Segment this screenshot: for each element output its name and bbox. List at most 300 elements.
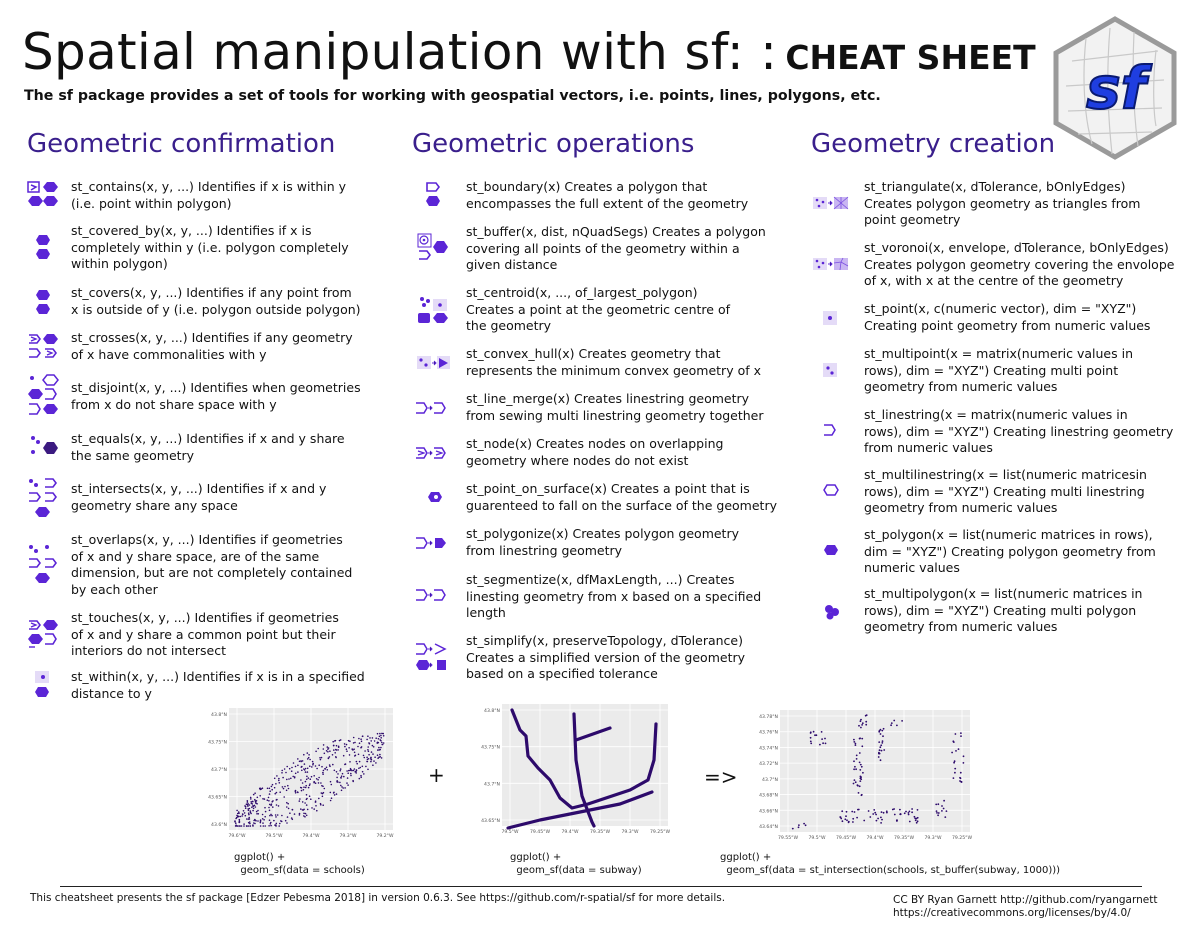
school-point <box>336 793 338 795</box>
school-point <box>359 778 361 780</box>
school-point <box>259 795 261 797</box>
intersect-point <box>944 816 946 818</box>
school-point <box>289 768 291 770</box>
school-point <box>281 772 283 774</box>
school-point <box>248 812 250 814</box>
title-cheat-sheet: CHEAT SHEET <box>785 38 1036 77</box>
st-disjoint-text: st_disjoint(x, y, ...) Identifies when geometries from x do not share space with y <box>71 380 361 412</box>
school-point <box>291 767 293 769</box>
triangulate-icon <box>813 196 849 210</box>
school-point <box>248 822 250 824</box>
segmentize-icon <box>415 589 449 603</box>
school-point <box>372 753 374 755</box>
y-tick-label: 43.68°N <box>759 793 778 799</box>
school-point <box>318 782 320 784</box>
school-point <box>356 763 358 765</box>
school-point <box>375 762 377 764</box>
school-point <box>336 771 338 773</box>
school-point <box>368 754 370 756</box>
st-equals-text: st_equals(x, y, ...) Identifies if x and y share the same geometry <box>71 431 345 463</box>
school-point <box>300 808 302 810</box>
convex-hull-icon <box>417 355 451 371</box>
school-point <box>343 776 345 778</box>
intersect-point <box>893 720 895 722</box>
school-point <box>271 789 273 791</box>
intersect-point <box>900 813 902 815</box>
school-point <box>304 763 306 765</box>
line-merge-icon <box>415 402 449 416</box>
y-tick-label: 43.75°N <box>208 740 227 746</box>
school-point <box>367 746 369 748</box>
school-point <box>354 742 356 744</box>
intersect-point <box>859 785 861 787</box>
school-point <box>264 816 266 818</box>
school-point <box>305 787 307 789</box>
school-point <box>242 813 244 815</box>
intersect-point <box>852 818 854 820</box>
intersection-map <box>758 708 974 846</box>
intersect-point <box>877 818 879 820</box>
school-point <box>241 815 243 817</box>
school-point <box>295 773 297 775</box>
buffer-icon <box>417 233 451 263</box>
school-point <box>347 777 349 779</box>
school-point <box>269 819 271 821</box>
intersect-point <box>865 721 867 723</box>
school-point <box>310 778 312 780</box>
section-title-creation: Geometry creation <box>811 129 1056 159</box>
intersect-point <box>859 737 861 739</box>
school-point <box>320 782 322 784</box>
x-tick-label: 79.3°W <box>621 830 639 835</box>
school-point <box>278 825 280 827</box>
intersect-point <box>955 733 957 735</box>
school-point <box>254 805 256 807</box>
school-point <box>332 741 334 743</box>
intersect-point <box>861 724 863 726</box>
school-point <box>303 786 305 788</box>
school-point <box>313 808 315 810</box>
y-tick-label: 43.65°N <box>481 819 500 824</box>
school-point <box>311 766 313 768</box>
school-point <box>309 795 311 797</box>
school-point <box>364 750 366 752</box>
intersect-point <box>853 741 855 743</box>
st-touches-text: st_touches(x, y, ...) Identifies if geometries of x and y share a common point but their interiors do not intersect <box>71 610 339 658</box>
school-point <box>366 757 368 759</box>
intersect-point <box>853 768 855 770</box>
school-point <box>377 733 379 735</box>
intersect-point <box>963 755 965 757</box>
school-point <box>362 766 364 768</box>
intersect-point <box>853 739 855 741</box>
intersect-point <box>954 768 956 770</box>
school-point <box>254 799 256 801</box>
school-point <box>367 769 369 771</box>
school-point <box>306 776 308 778</box>
school-point <box>379 736 381 738</box>
school-point <box>257 797 259 799</box>
page-title <box>22 22 1036 88</box>
school-point <box>239 825 241 827</box>
school-point <box>362 771 364 773</box>
intersect-point <box>813 731 815 733</box>
school-point <box>299 761 301 763</box>
school-point <box>322 804 324 806</box>
school-point <box>246 803 248 805</box>
school-point <box>361 746 363 748</box>
x-tick-label: 79.4°W <box>561 830 579 835</box>
school-point <box>320 804 322 806</box>
centroid-icon <box>417 295 451 325</box>
y-tick-label: 43.7°N <box>762 777 778 783</box>
x-tick-label: 79.3°W <box>924 836 942 841</box>
school-point <box>323 770 325 772</box>
st-multipolygon-text: st_multipolygon(x = list(numeric matrices in rows), dim = "XYZ") Creating multi polygon geometry from numeric values <box>864 586 1143 634</box>
intersect-point <box>856 817 858 819</box>
voronoi-icon <box>813 257 849 271</box>
school-point <box>288 808 290 810</box>
intersect-point <box>879 746 881 748</box>
st-contains-text: st_contains(x, y, ...) Identifies if x is within y (i.e. point within polygon) <box>71 179 347 211</box>
school-point <box>248 814 250 816</box>
intersect-point <box>860 720 862 722</box>
school-point <box>341 775 343 777</box>
intersect-point <box>860 719 862 721</box>
school-point <box>250 825 252 827</box>
school-point <box>306 815 308 817</box>
school-point <box>353 770 355 772</box>
school-point <box>250 801 252 803</box>
school-point <box>304 802 306 804</box>
intersect-point <box>951 752 953 754</box>
intersect-point <box>821 731 823 733</box>
intersect-point <box>792 828 794 830</box>
intersect-point <box>896 819 898 821</box>
school-point <box>321 792 323 794</box>
y-tick-label: 43.7°N <box>211 768 227 773</box>
intersect-point <box>854 811 856 813</box>
school-point <box>315 751 317 753</box>
school-point <box>330 792 332 794</box>
school-point <box>348 747 350 749</box>
x-tick-label: 79.55°W <box>778 836 798 841</box>
intersect-point <box>856 755 858 757</box>
within-icon <box>34 670 52 700</box>
plus-operator: + <box>428 763 445 787</box>
st-covered-by-text: st_covered_by(x, y, ...) Identifies if x is completely within y (i.e. polygon completely within polygon) <box>71 223 349 271</box>
intersect-point <box>810 731 812 733</box>
multipolygon-icon <box>823 603 841 621</box>
x-tick-label: 79.45°W <box>836 836 856 841</box>
school-point <box>353 742 355 744</box>
intersect-point <box>880 759 882 761</box>
crosses-icon <box>27 333 59 361</box>
st-simplify-text: st_simplify(x, preserveTopology, dTolerance) Creates a simplified version of the geometry based on a specified tolerance <box>466 633 746 681</box>
school-point <box>346 748 348 750</box>
school-point <box>303 768 305 770</box>
school-point <box>275 783 277 785</box>
school-point <box>345 763 347 765</box>
simplify-icon <box>415 643 449 673</box>
school-point <box>338 746 340 748</box>
school-point <box>302 782 304 784</box>
subway-code: ggplot() + geom_sf(data = subway) <box>510 852 642 876</box>
school-point <box>259 787 261 789</box>
school-point <box>249 804 251 806</box>
equals-icon <box>27 432 59 460</box>
school-point <box>374 740 376 742</box>
intersect-point <box>882 740 884 742</box>
subway-map <box>480 700 672 845</box>
school-point <box>275 816 277 818</box>
linestring-icon <box>823 424 839 438</box>
school-point <box>327 751 329 753</box>
school-point <box>239 819 241 821</box>
school-point <box>319 757 321 759</box>
intersect-point <box>917 809 919 811</box>
school-point <box>322 796 324 798</box>
intersect-point <box>936 812 938 814</box>
intersect-point <box>881 742 883 744</box>
school-point <box>355 771 357 773</box>
school-point <box>287 785 289 787</box>
intersect-point <box>908 814 910 816</box>
school-point <box>288 788 290 790</box>
school-point <box>279 782 281 784</box>
school-point <box>260 822 262 824</box>
school-point <box>300 761 302 763</box>
intersect-point <box>865 715 867 717</box>
x-tick-label: 79.25°W <box>650 830 670 835</box>
intersect-point <box>858 792 860 794</box>
school-point <box>358 738 360 740</box>
overlaps-icon <box>27 543 59 587</box>
school-point <box>306 794 308 796</box>
logo-text: sf <box>1086 54 1146 122</box>
school-point <box>326 767 328 769</box>
intersection-code: ggplot() + geom_sf(data = st_intersection(schools, st_buffer(subway, 1000))) <box>720 852 1061 876</box>
title-main: Spatial manipulation with sf: : <box>22 23 778 81</box>
school-point <box>382 744 384 746</box>
school-point <box>238 822 240 824</box>
school-point <box>317 748 319 750</box>
school-point <box>324 788 326 790</box>
school-point <box>268 807 270 809</box>
intersect-point <box>869 816 871 818</box>
school-point <box>281 815 283 817</box>
school-point <box>269 788 271 790</box>
footer-left: This cheatsheet presents the sf package [Edzer Pebesma 2018] in version 0.6.3. See https://github.com/r-spatial/sf for more details. <box>30 892 726 904</box>
intersect-point <box>872 813 874 815</box>
school-point <box>262 818 264 820</box>
intersect-point <box>859 762 861 764</box>
school-point <box>236 810 238 812</box>
intersect-point <box>960 732 962 734</box>
school-point <box>275 825 277 827</box>
school-point <box>281 821 283 823</box>
x-tick-label: 79.5°W <box>265 834 283 839</box>
school-point <box>375 737 377 739</box>
school-point <box>312 763 314 765</box>
school-point <box>365 766 367 768</box>
school-point <box>293 762 295 764</box>
school-point <box>315 805 317 807</box>
school-point <box>263 825 265 827</box>
school-point <box>321 766 323 768</box>
intersect-point <box>863 820 865 822</box>
intersect-point <box>904 812 906 814</box>
school-point <box>354 755 356 757</box>
school-point <box>318 777 320 779</box>
school-point <box>268 800 270 802</box>
school-point <box>324 753 326 755</box>
point-icon <box>823 311 837 325</box>
school-point <box>301 766 303 768</box>
y-tick-label: 43.75°N <box>481 745 500 751</box>
school-point <box>377 757 379 759</box>
school-point <box>284 768 286 770</box>
intersect-point <box>853 760 855 762</box>
school-point <box>269 815 271 817</box>
intersect-point <box>905 811 907 813</box>
school-point <box>374 756 376 758</box>
school-point <box>344 746 346 748</box>
school-point <box>243 810 245 812</box>
school-point <box>303 789 305 791</box>
intersect-point <box>860 727 862 729</box>
intersect-point <box>936 810 938 812</box>
intersect-point <box>894 814 896 816</box>
school-point <box>279 823 281 825</box>
intersect-point <box>861 794 863 796</box>
school-point <box>331 784 333 786</box>
school-point <box>252 824 254 826</box>
school-point <box>310 798 312 800</box>
intersect-point <box>803 823 805 825</box>
school-point <box>363 773 365 775</box>
school-point <box>383 735 385 737</box>
school-point <box>377 742 379 744</box>
school-point <box>379 739 381 741</box>
school-point <box>353 737 355 739</box>
intersect-point <box>873 809 875 811</box>
school-point <box>371 759 373 761</box>
intersect-point <box>880 744 882 746</box>
school-point <box>299 798 301 800</box>
school-point <box>277 814 279 816</box>
intersect-point <box>855 781 857 783</box>
school-point <box>359 742 361 744</box>
intersect-point <box>953 777 955 779</box>
school-point <box>245 807 247 809</box>
school-point <box>337 773 339 775</box>
school-point <box>240 816 242 818</box>
st-triangulate-text: st_triangulate(x, dTolerance, bOnlyEdges) Creates polygon geometry as triangles from point geometry <box>864 179 1141 227</box>
school-point <box>350 775 352 777</box>
school-point <box>274 787 276 789</box>
st-node-text: st_node(x) Creates nodes on overlapping geometry where nodes do not exist <box>466 436 724 468</box>
school-point <box>311 807 313 809</box>
y-tick-label: 43.65°N <box>208 795 227 801</box>
school-point <box>330 781 332 783</box>
school-point <box>243 823 245 825</box>
school-point <box>316 768 318 770</box>
intersect-point <box>960 781 962 783</box>
school-point <box>286 806 288 808</box>
school-point <box>297 791 299 793</box>
school-point <box>276 799 278 801</box>
intersect-point <box>908 812 910 814</box>
school-point <box>372 737 374 739</box>
school-point <box>301 790 303 792</box>
school-point <box>272 784 274 786</box>
intersect-point <box>963 762 965 764</box>
intersect-point <box>851 811 853 813</box>
school-point <box>315 782 317 784</box>
x-tick-label: 79.4°W <box>866 836 884 841</box>
school-point <box>346 770 348 772</box>
school-point <box>264 798 266 800</box>
intersect-point <box>824 738 826 740</box>
school-point <box>262 814 264 816</box>
school-point <box>305 781 307 783</box>
school-point <box>353 748 355 750</box>
school-point <box>336 777 338 779</box>
school-point <box>256 800 258 802</box>
intersect-point <box>814 734 816 736</box>
school-point <box>260 819 262 821</box>
school-point <box>248 825 250 827</box>
school-point <box>347 772 349 774</box>
school-point <box>307 771 309 773</box>
intersect-point <box>854 779 856 781</box>
school-point <box>285 820 287 822</box>
school-point <box>308 787 310 789</box>
school-point <box>247 805 249 807</box>
intersect-point <box>805 824 807 826</box>
school-point <box>276 775 278 777</box>
school-point <box>316 778 318 780</box>
school-point <box>260 825 262 827</box>
school-point <box>334 770 336 772</box>
school-point <box>275 814 277 816</box>
school-point <box>294 813 296 815</box>
school-point <box>379 754 381 756</box>
multilinestring-icon <box>823 484 839 498</box>
st-covers-text: st_covers(x, y, ...) Identifies if any point from x is outside of y (i.e. polygon outside polygon) <box>71 285 361 317</box>
y-tick-label: 43.7°N <box>484 782 500 788</box>
intersect-point <box>952 740 954 742</box>
intersect-point <box>852 821 854 823</box>
school-point <box>307 752 309 754</box>
intersect-point <box>860 764 862 766</box>
school-point <box>305 785 307 787</box>
school-point <box>282 786 284 788</box>
school-point <box>373 760 375 762</box>
polygonize-icon <box>415 537 449 551</box>
school-point <box>249 808 251 810</box>
school-point <box>341 786 343 788</box>
school-point <box>382 733 384 735</box>
school-point <box>360 738 362 740</box>
intersect-point <box>881 750 883 752</box>
st-intersects-text: st_intersects(x, y, ...) Identifies if x and y geometry share any space <box>71 481 327 513</box>
intersect-point <box>859 769 861 771</box>
school-point <box>372 745 374 747</box>
intersect-point <box>943 808 945 810</box>
intersect-point <box>841 810 843 812</box>
